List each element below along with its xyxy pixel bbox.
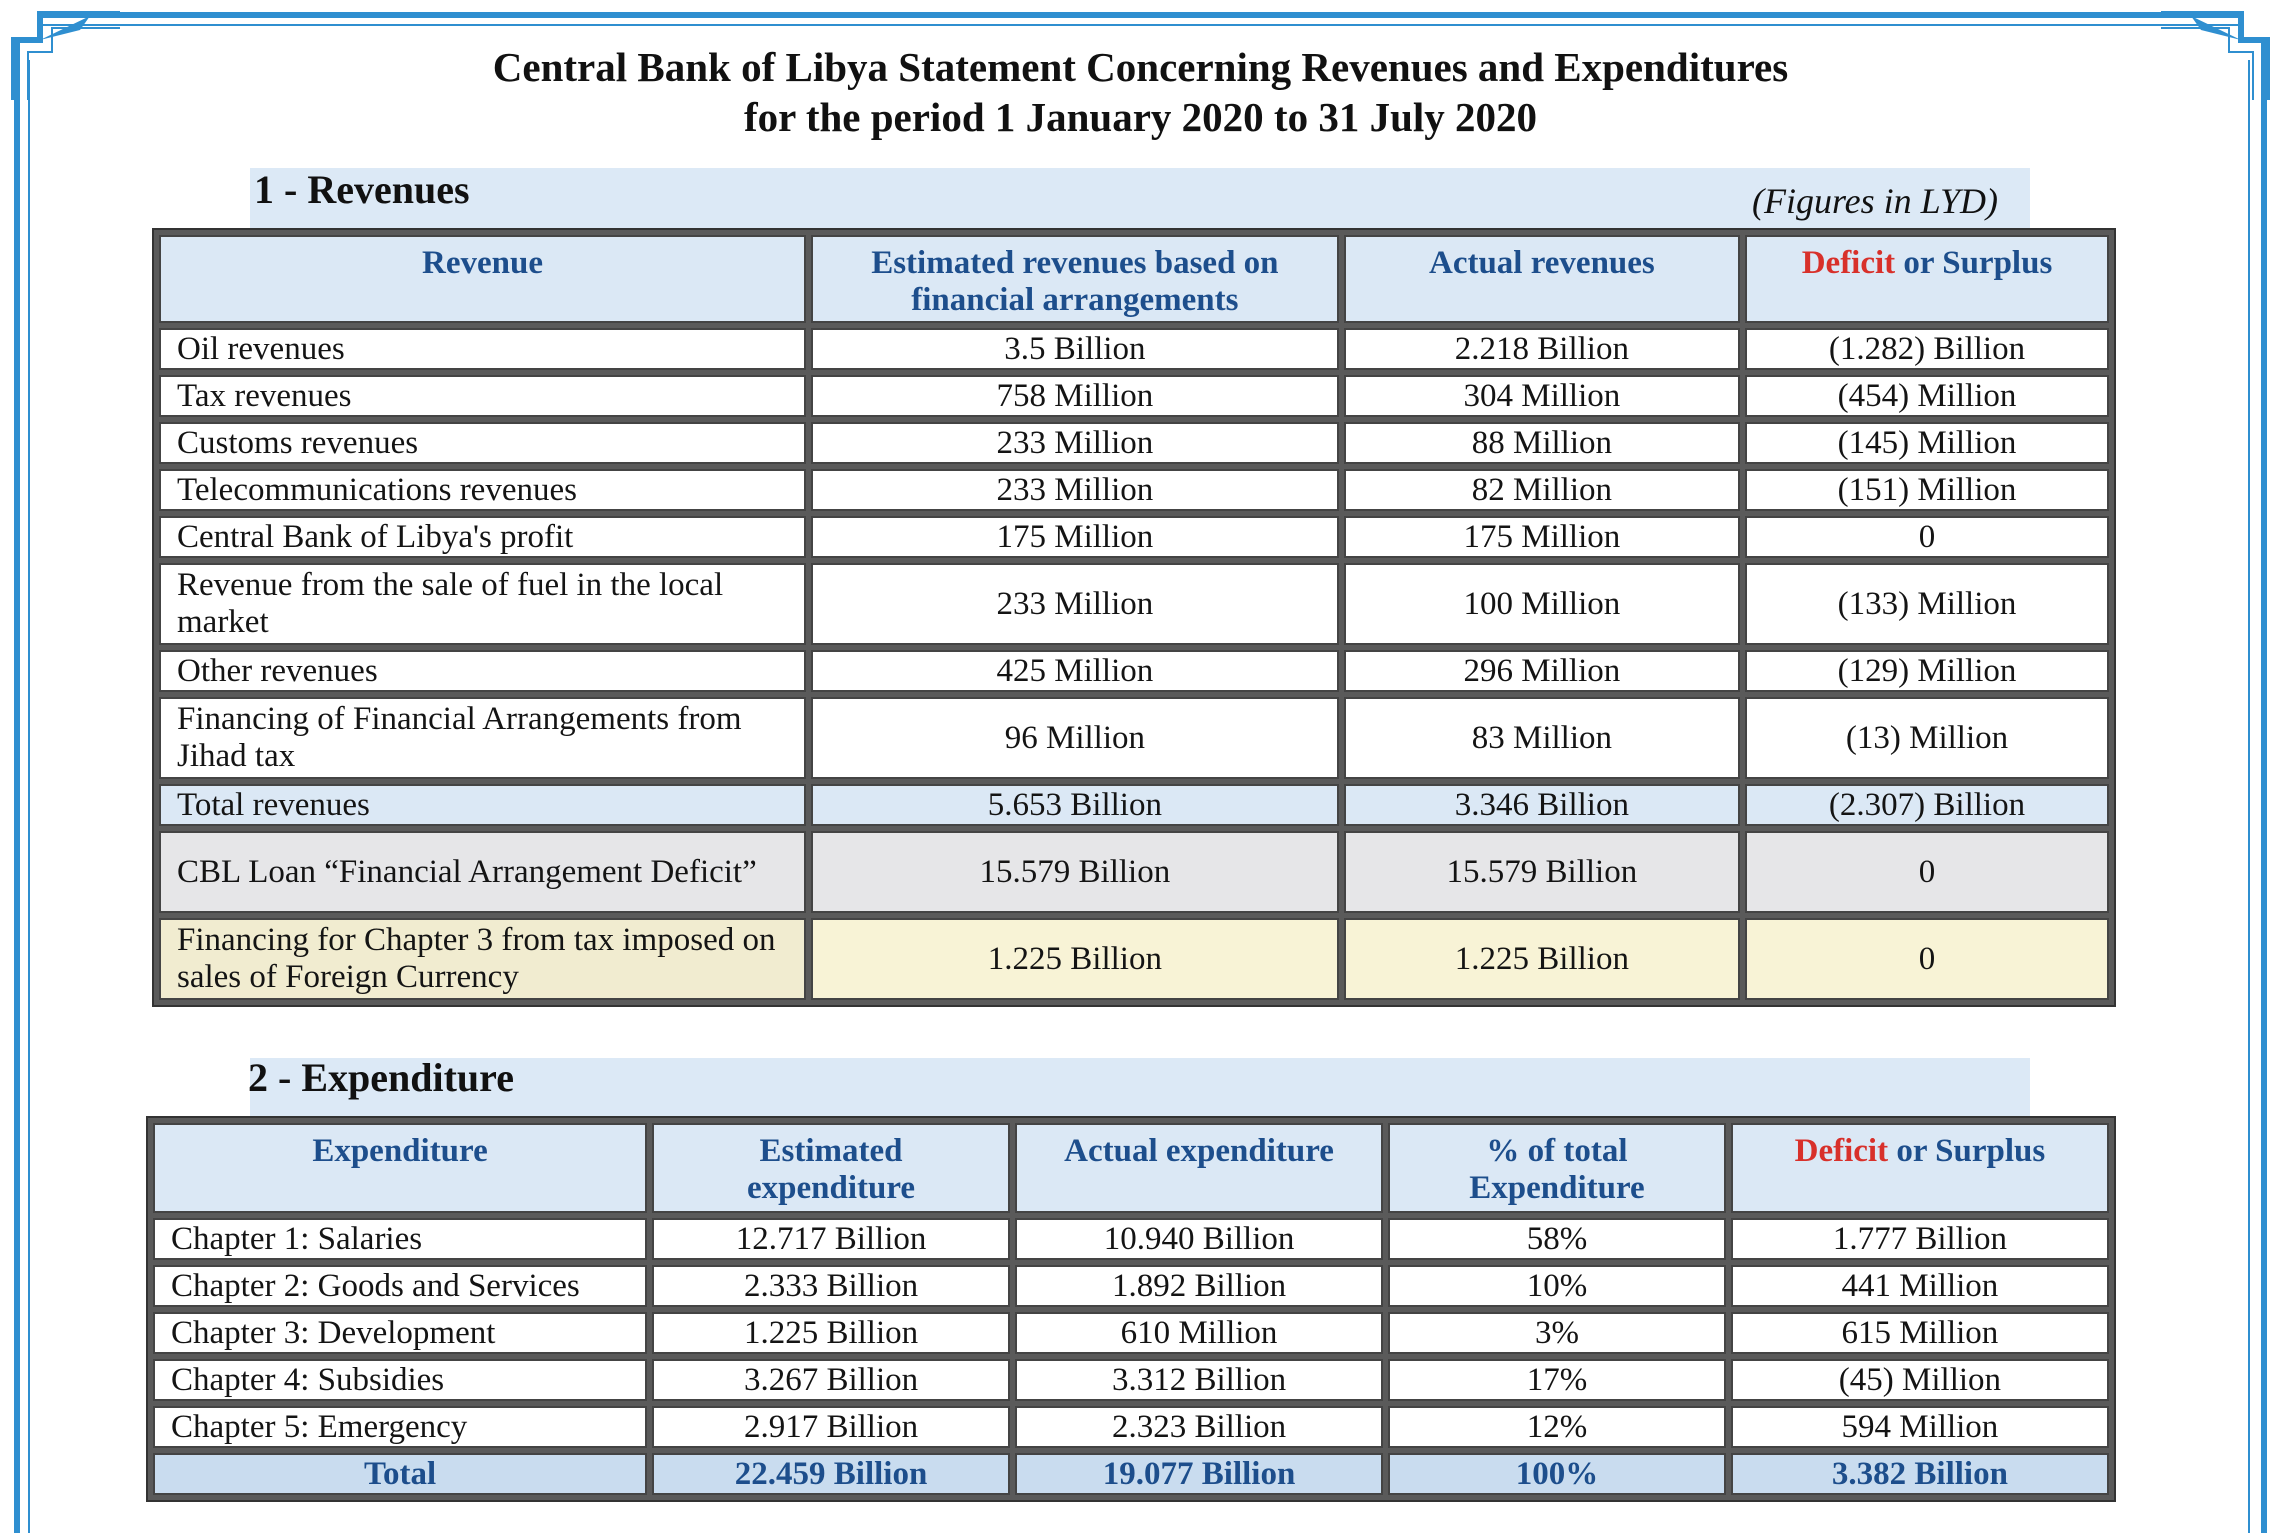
row-label: Chapter 1: Salaries bbox=[153, 1218, 647, 1260]
deficit-value: (1.282) Billion bbox=[1745, 328, 2109, 370]
header-or-surplus-words: or Surplus bbox=[1888, 1133, 2046, 1169]
table-row bbox=[159, 375, 2109, 417]
estimated-value: 12.717 Billion bbox=[652, 1218, 1010, 1260]
actual-value: 1.225 Billion bbox=[1344, 918, 1740, 1000]
revenues-heading: 1 - Revenues bbox=[254, 167, 470, 212]
estimated-value: 1.225 Billion bbox=[652, 1312, 1010, 1354]
row-label: Chapter 5: Emergency bbox=[153, 1406, 647, 1448]
row-label: CBL Loan “Financial Arrangement Deficit” bbox=[159, 831, 806, 913]
percent-value: 10% bbox=[1388, 1265, 1726, 1307]
actual-value: 83 Million bbox=[1344, 697, 1740, 779]
actual-value: 2.218 Billion bbox=[1344, 328, 1740, 370]
surplus-value: 594 Million bbox=[1731, 1406, 2109, 1448]
deficit-value: 0 bbox=[1745, 831, 2109, 913]
table-row bbox=[153, 1359, 2109, 1401]
estimated-value: 5.653 Billion bbox=[811, 784, 1339, 826]
row-label: Chapter 3: Development bbox=[153, 1312, 647, 1354]
actual-value: 3.346 Billion bbox=[1344, 784, 1740, 826]
deficit-value: (454) Million bbox=[1745, 375, 2109, 417]
expenditure-heading: 2 - Expenditure bbox=[248, 1055, 514, 1100]
row-label: Total revenues bbox=[159, 784, 806, 826]
deficit-value: 0 bbox=[1745, 918, 2109, 1000]
frame-right-inner-border bbox=[2248, 60, 2250, 1533]
deficit-value: (13) Million bbox=[1745, 697, 2109, 779]
percent-value: 12% bbox=[1388, 1406, 1726, 1448]
deficit-value: (133) Million bbox=[1745, 563, 2109, 645]
chapter3-financing-row bbox=[159, 918, 2109, 1000]
frame-left-border bbox=[14, 40, 20, 1533]
total-surplus: 3.382 Billion bbox=[1731, 1453, 2109, 1495]
header-expenditure: Expenditure bbox=[153, 1123, 647, 1213]
deficit-value: (45) Million bbox=[1731, 1359, 2109, 1401]
surplus-value: 1.777 Billion bbox=[1731, 1218, 2109, 1260]
estimated-value: 3.5 Billion bbox=[811, 328, 1339, 370]
header-estimated-expenditure: Estimated expenditure bbox=[652, 1123, 1010, 1213]
table-row bbox=[153, 1265, 2109, 1307]
estimated-value: 1.225 Billion bbox=[811, 918, 1339, 1000]
actual-value: 15.579 Billion bbox=[1344, 831, 1740, 913]
expenditure-table bbox=[146, 1116, 2116, 1502]
figures-note: (Figures in LYD) bbox=[1752, 181, 1998, 221]
table-row bbox=[159, 516, 2109, 558]
expenditure-total-row bbox=[153, 1453, 2109, 1495]
header-deficit-word: Deficit bbox=[1794, 1133, 1889, 1169]
percent-value: 58% bbox=[1388, 1218, 1726, 1260]
frame-top-border bbox=[40, 12, 2240, 18]
row-label: Oil revenues bbox=[159, 328, 806, 370]
estimated-value: 758 Million bbox=[811, 375, 1339, 417]
row-label: Financing of Financial Arrangements from Jihad tax bbox=[159, 697, 806, 779]
table-row bbox=[159, 328, 2109, 370]
header-or-surplus-words: or Surplus bbox=[1895, 245, 2053, 281]
deficit-value: (151) Million bbox=[1745, 469, 2109, 511]
document-title-line-1: Central Bank of Libya Statement Concerning Revenues and Expenditures bbox=[492, 44, 1789, 90]
actual-value: 1.892 Billion bbox=[1015, 1265, 1383, 1307]
estimated-value: 2.333 Billion bbox=[652, 1265, 1010, 1307]
actual-value: 3.312 Billion bbox=[1015, 1359, 1383, 1401]
surplus-value: 615 Million bbox=[1731, 1312, 2109, 1354]
estimated-value: 96 Million bbox=[811, 697, 1339, 779]
deficit-value: (129) Million bbox=[1745, 650, 2109, 692]
header-deficit-or-surplus bbox=[1731, 1123, 2109, 1213]
row-label: Telecommunications revenues bbox=[159, 469, 806, 511]
estimated-value: 425 Million bbox=[811, 650, 1339, 692]
table-row bbox=[159, 422, 2109, 464]
table-row bbox=[159, 697, 2109, 779]
actual-value: 175 Million bbox=[1344, 516, 1740, 558]
deficit-value: (145) Million bbox=[1745, 422, 2109, 464]
row-label: Revenue from the sale of fuel in the local market bbox=[159, 563, 806, 645]
document-title-line-2: for the period 1 January 2020 to 31 July 2020 bbox=[743, 94, 1538, 140]
estimated-value: 2.917 Billion bbox=[652, 1406, 1010, 1448]
table-row bbox=[159, 650, 2109, 692]
total-revenues-row bbox=[159, 784, 2109, 826]
total-actual: 19.077 Billion bbox=[1015, 1453, 1383, 1495]
frame-right-border bbox=[2261, 40, 2267, 1533]
total-percent: 100% bbox=[1388, 1453, 1726, 1495]
header-actual-expenditure: Actual expenditure bbox=[1015, 1123, 1383, 1213]
cbl-loan-row bbox=[159, 831, 2109, 913]
table-row bbox=[159, 469, 2109, 511]
estimated-value: 233 Million bbox=[811, 469, 1339, 511]
row-label: Chapter 2: Goods and Services bbox=[153, 1265, 647, 1307]
header-deficit-or-surplus bbox=[1745, 235, 2109, 323]
row-label: Chapter 4: Subsidies bbox=[153, 1359, 647, 1401]
actual-value: 610 Million bbox=[1015, 1312, 1383, 1354]
actual-value: 100 Million bbox=[1344, 563, 1740, 645]
header-revenue: Revenue bbox=[159, 235, 806, 323]
actual-value: 296 Million bbox=[1344, 650, 1740, 692]
row-label: Central Bank of Libya's profit bbox=[159, 516, 806, 558]
row-label: Financing for Chapter 3 from tax imposed on sales of Foreign Currency bbox=[159, 918, 806, 1000]
actual-value: 88 Million bbox=[1344, 422, 1740, 464]
table-row bbox=[159, 563, 2109, 645]
row-label: Customs revenues bbox=[159, 422, 806, 464]
header-estimated-revenues: Estimated revenues based on financial arrangements bbox=[811, 235, 1339, 323]
table-row bbox=[153, 1312, 2109, 1354]
total-label: Total bbox=[153, 1453, 647, 1495]
actual-value: 2.323 Billion bbox=[1015, 1406, 1383, 1448]
surplus-value: 441 Million bbox=[1731, 1265, 2109, 1307]
estimated-value: 175 Million bbox=[811, 516, 1339, 558]
actual-value: 10.940 Billion bbox=[1015, 1218, 1383, 1260]
estimated-value: 15.579 Billion bbox=[811, 831, 1339, 913]
row-label: Other revenues bbox=[159, 650, 806, 692]
table-row bbox=[153, 1406, 2109, 1448]
frame-top-inner-border bbox=[40, 24, 2240, 26]
frame-left-inner-border bbox=[28, 60, 30, 1533]
percent-value: 17% bbox=[1388, 1359, 1726, 1401]
expenditure-header-row bbox=[153, 1123, 2109, 1213]
actual-value: 82 Million bbox=[1344, 469, 1740, 511]
deficit-value: 0 bbox=[1745, 516, 2109, 558]
table-row bbox=[153, 1218, 2109, 1260]
row-label: Tax revenues bbox=[159, 375, 806, 417]
total-estimated: 22.459 Billion bbox=[652, 1453, 1010, 1495]
estimated-value: 233 Million bbox=[811, 422, 1339, 464]
document-title bbox=[0, 42, 2281, 142]
percent-value: 3% bbox=[1388, 1312, 1726, 1354]
estimated-value: 233 Million bbox=[811, 563, 1339, 645]
header-actual-revenues: Actual revenues bbox=[1344, 235, 1740, 323]
revenues-header-row bbox=[159, 235, 2109, 323]
revenues-table bbox=[152, 228, 2116, 1007]
actual-value: 304 Million bbox=[1344, 375, 1740, 417]
expenditure-heading-band bbox=[250, 1058, 2030, 1118]
header-deficit-word: Deficit bbox=[1801, 245, 1896, 281]
deficit-value: (2.307) Billion bbox=[1745, 784, 2109, 826]
header-percent-of-total: % of total Expenditure bbox=[1388, 1123, 1726, 1213]
estimated-value: 3.267 Billion bbox=[652, 1359, 1010, 1401]
